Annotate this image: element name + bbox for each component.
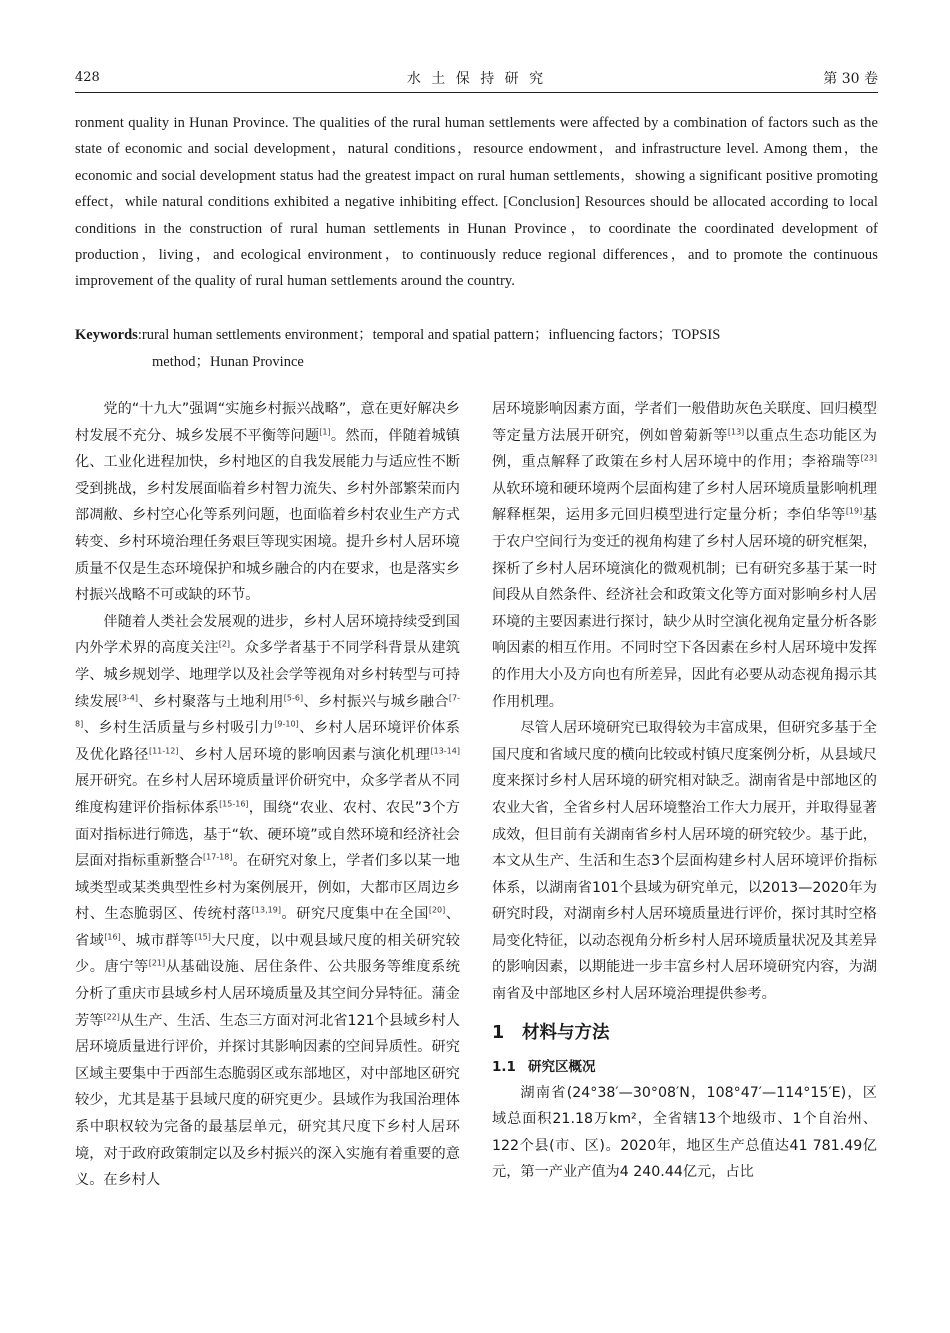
citation: [22] [103, 1011, 120, 1021]
citation: [19] [845, 506, 863, 516]
citation: [17-18] [202, 852, 233, 862]
citation: [21] [148, 958, 166, 968]
paragraph: 居环境影响因素方面，学者们一般借助灰色关联度、回归模型等定量方法展开研究，例如曾菊新等[13]以重点生态功能区为例，重点解释了政策在乡村人居环境中的作用；李裕瑞等[23]从软环境和硬环境两个层面构建了乡村人居环境质量影响机理解释框架，运用多元回归模型进行定量分析；李伯华等[19]基于农户空间行为变迁的视角构建了乡村人居环境的研究框架，探析了乡村人居环境演化的微观机制；已有研究多基于某一时间段从自然条件、经济社会和政策文化等方面对影响乡村人居环境的主要因素进行探讨，缺少从时空演化视角定量分析各影响因素的相互作用。不同时空下各因素在乡村人居环境中发挥的作用大小及方向也有所差异，因此有必要从动态视角揭示其作用机理。 [492, 401, 877, 710]
english-abstract-tail: ronment quality in Hunan Province. The qualities of the rural human settlements were affected by a combination of factors such as the state of economic and social development，natural conditions，resource endowment，and infrastructure level. Among them，the economic and social development status had the greatest impact on rural human settlements，showing a significant positive promoting effect，while natural conditions exhibited a negative inhibiting effect. [Conclusion] Resources should be allocated according to local conditions in the construction of rural human settlements in Hunan Province，to coordinate the coordinated development of production，living，and ecological environment，to continuously reduce regional differences，and to promote the continuous improvement of the quality of rural human settlements around the country. [75, 115, 878, 290]
citation: [13] [727, 426, 745, 436]
subsection-heading: 1.1 研究区概况 [492, 1058, 596, 1075]
citation: [7-8] [75, 692, 460, 729]
citation: [16] [104, 932, 121, 942]
citation: [3-4] [118, 692, 138, 702]
page-number: 428 [75, 70, 100, 85]
volume-label: 第 30 卷 [823, 71, 878, 87]
left-column [75, 396, 460, 1194]
paragraph: 湖南省(24°38′—30°08′N，108°47′—114°15′E)，区域总面积21.18万km²，全省辖13个地级市、1个自治州、122个县(市、区)。2020年，地区生产总值达41 781.49亿元，第一产业产值为4 240.44亿元，占比 [492, 1084, 877, 1181]
paragraph: 党的“十九大”强调“实施乡村振兴战略”，意在更好解决乡村发展不充分、城乡发展不平衡等问题[1]。然而，伴随着城镇化、工业化进程加快，乡村地区的自我发展能力与适应性不断受到挑战，乡村发展面临着乡村智力流失、乡村外部繁荣而内部凋敝、乡村空心化等系列问题，也面临着乡村农业生产方式转变、乡村环境治理任务艰巨等现实困境。提升乡村人居环境质量不仅是生态环境保护和城乡融合的内在要求，也是落实乡村振兴战略不可或缺的环节。 [75, 401, 460, 604]
citation: [20] [428, 905, 446, 915]
citation: [2] [218, 639, 231, 649]
right-column [492, 396, 877, 1186]
keywords-line1: rural human settlements environment；temporal and spatial pattern；influencing factors；TOPSIS [141, 327, 721, 343]
paragraph: 伴随着人类社会发展观的进步，乡村人居环境持续受到国内外学术界的高度关注[2]。众多学者基于不同学科背景从建筑学、城乡规划学、地理学以及社会学等视角对乡村转型与可持续发展[3-4]、乡村聚落与土地利用[5-6]、乡村振兴与城乡融合[7-8]、乡村生活质量与乡村吸引力[9-10]、乡村人居环境评价体系及优化路径[11-12]、乡村人居环境的影响因素与演化机理[13-14]展开研究。在乡村人居环境质量评价研究中，众多学者从不同维度构建评价指标体系[15-16]，围绕“农业、农村、农民”3个方面对指标进行筛选，基于“软、硬环境”或自然环境和经济社会层面对指标重新整合[17-18]。在研究对象上，学者们多以某一地域类型或某类典型性乡村为案例展开，例如，大都市区周边乡村、生态脆弱区、传统村落[13,19]。研究尺度集中在全国[20]、省域[16]、城市群等[15]大尺度，以中观县域尺度的相关研究较少。唐宁等[21]从基础设施、居住条件、公共服务等维度系统分析了重庆市县域乡村人居环境质量及其空间分异特征。蒲金芳等[22]从生产、生活、生态三方面对河北省121个县域乡村人居环境质量进行评价，并探讨其影响因素的空间异质性。研究区域主要集中于西部生态脆弱区或东部地区，对中部地区研究较少，尤其是基于县域尺度的研究更少。县域作为我国治理体系中职权较为完备的最基层单元，研究其尺度下乡村人居环境，对于政府政策制定以及乡村振兴的深入实施有着重要的意义。在乡村人 [75, 613, 460, 1189]
citation: [15] [194, 932, 211, 942]
section-heading: 1 材料与方法 [492, 1022, 610, 1043]
running-header [75, 64, 878, 86]
citation: [15-16] [219, 799, 249, 809]
keywords-line2: method；Hunan Province [152, 354, 304, 370]
keywords-label: Keywords [75, 327, 138, 343]
journal-title: 水 土 保 持 研 究 [406, 71, 547, 87]
citation: [9-10] [274, 719, 299, 729]
citation: [11-12] [148, 745, 179, 755]
citation: [5-6] [283, 692, 304, 702]
citation: [13-14] [430, 745, 460, 755]
citation: [23] [860, 453, 877, 463]
citation: [1] [319, 426, 331, 436]
keywords-block: Keywords:rural human settlements environment；temporal and spatial pattern；influencing factors；TOPSIS method；Hunan Province [75, 322, 878, 376]
header-rule [75, 92, 878, 93]
paragraph: 尽管人居环境研究已取得较为丰富成果，但研究多基于全国尺度和省域尺度的横向比较或村镇尺度案例分析，从县域尺度来探讨乡村人居环境的研究相对缺乏。湖南省是中部地区的农业大省，全省乡村人居环境整治工作大力展开，并取得显著成效，但目前有关湖南省乡村人居环境的研究较少。基于此，本文从生产、生活和生态3个层面构建乡村人居环境评价指标体系，以湖南省101个县域为研究单元，以2013—2020年为研究时段，对湖南乡村人居环境质量进行评价，探讨其时空格局变化特征，以动态视角分析乡村人居环境质量状况及其差异的影响因素，以期能进一步丰富乡村人居环境研究内容，为湖南省及中部地区乡村人居环境治理提供参考。 [492, 720, 877, 1003]
citation: [13,19] [251, 905, 281, 915]
